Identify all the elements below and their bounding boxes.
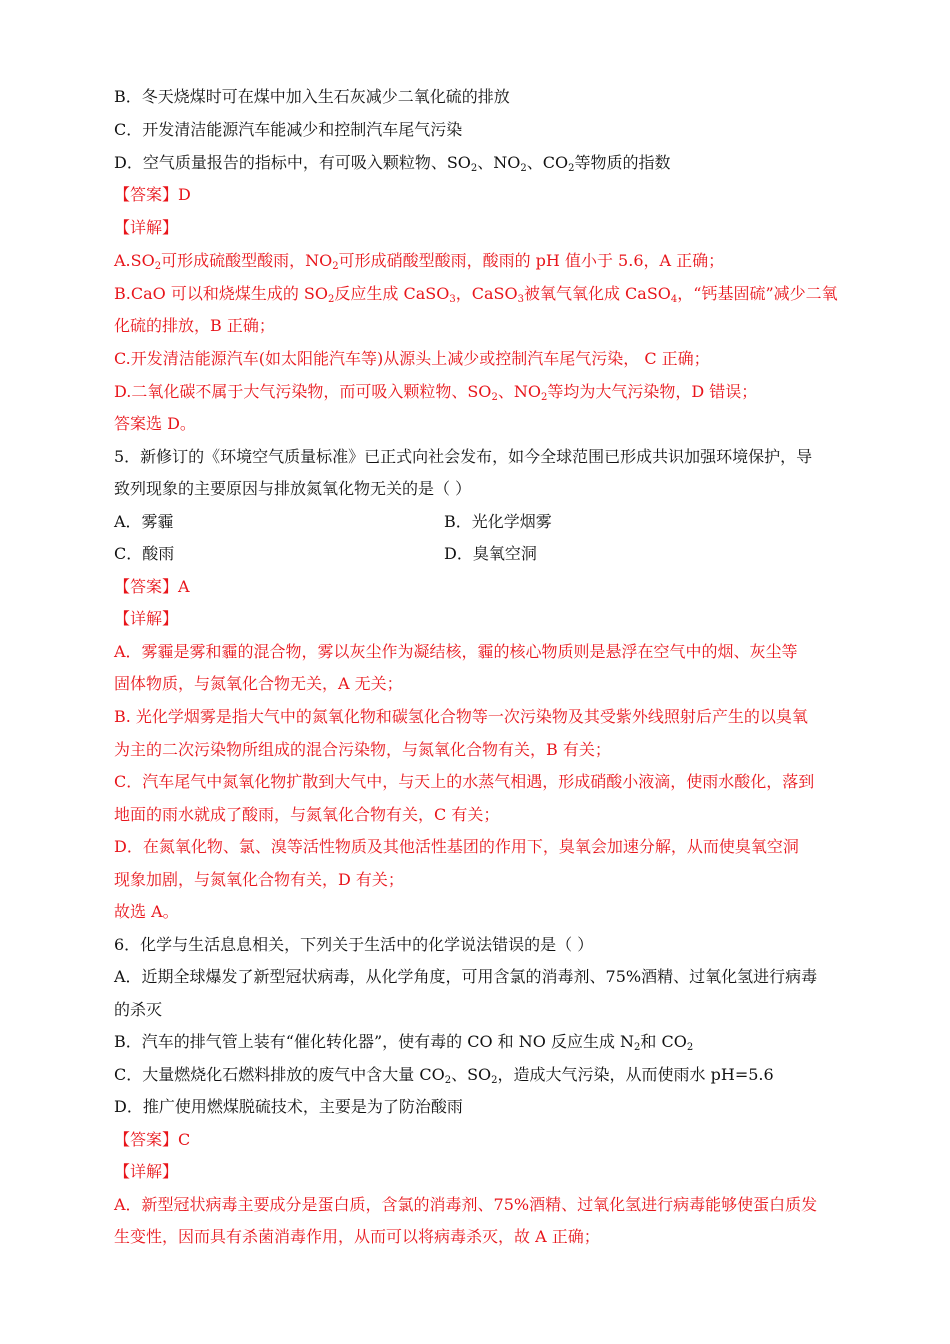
- q6-option-d: D．推广使用燃煤脱硫技术，主要是为了防治酸雨: [114, 1097, 463, 1116]
- q6-stem: 6．化学与生活息息相关，下列关于生活中的化学说法错误的是（ ）: [114, 935, 594, 954]
- q4-option-c: C．开发清洁能源汽车能减少和控制汽车尾气污染: [114, 120, 463, 139]
- q5-explanation-a-cont: 固体物质，与氮氧化合物无关，A 无关；: [114, 674, 403, 693]
- q4-answer: 【答案】D: [114, 185, 191, 204]
- q4-explanation-d: D.二氧化碳不属于大气污染物，而可吸入颗粒物、$SO_2$、$NO_2$等均为大气污染物，D 错误；: [114, 382, 758, 403]
- q4-detail-label: 【详解】: [114, 218, 179, 237]
- q6-option-c: C．大量燃烧化石燃料排放的废气中含大量 $CO_2$、$SO_2$，造成大气污染，从而使雨水 pH=5.6: [114, 1065, 774, 1086]
- q4-explanation-c: C.开发清洁能源汽车(如太阳能汽车等)从源头上减少或控制汽车尾气污染， C 正确；: [114, 349, 710, 368]
- q4-conclusion: 答案选 D。: [114, 414, 196, 433]
- q4-option-d: D．空气质量报告的指标中，有可吸入颗粒物、$SO_2$、$NO_2$、$CO_2$等物质的指数: [114, 153, 671, 174]
- q5-answer: 【答案】A: [114, 577, 190, 596]
- q5-explanation-d: D．在氮氧化物、氯、溴等活性物质及其他活性基团的作用下，臭氧会加速分解，从而使臭氧空洞: [114, 837, 799, 856]
- q5-option-d: D．臭氧空洞: [444, 544, 537, 563]
- q6-detail-label: 【详解】: [114, 1162, 179, 1181]
- q5-explanation-c-cont: 地面的雨水就成了酸雨，与氮氧化合物有关，C 有关；: [114, 805, 500, 824]
- q6-explanation-a-cont: 生变性，因而具有杀菌消毒作用，从而可以将病毒杀灭，故 A 正确；: [114, 1227, 600, 1246]
- q5-stem-cont: 致列现象的主要原因与排放氮氧化物无关的是（ ）: [114, 479, 472, 498]
- q5-detail-label: 【详解】: [114, 609, 179, 628]
- q6-explanation-a: A．新型冠状病毒主要成分是蛋白质，含氯的消毒剂、75%酒精、过氧化氢进行病毒能够使蛋白质发: [114, 1195, 818, 1214]
- q5-explanation-a: A．雾霾是雾和霾的混合物，雾以灰尘作为凝结核，霾的核心物质则是悬浮在空气中的烟、灰尘等: [114, 642, 798, 661]
- q5-stem: 5．新修订的《环境空气质量标准》已正式向社会发布，如今全球范围已形成共识加强环境保护，导: [114, 447, 813, 466]
- q6-option-a: A．近期全球爆发了新型冠状病毒，从化学角度，可用含氯的消毒剂、75%酒精、过氧化氢进行病毒: [114, 967, 818, 986]
- q5-option-c: C．酸雨: [114, 544, 175, 563]
- q5-explanation-b: B. 光化学烟雾是指大气中的氮氧化物和碳氢化合物等一次污染物及其受紫外线照射后产生的以臭氧: [114, 707, 808, 726]
- q6-answer: 【答案】C: [114, 1130, 191, 1149]
- q5-explanation-d-cont: 现象加剧，与氮氧化合物有关，D 有关；: [114, 870, 404, 889]
- q5-option-a: A．雾霾: [114, 512, 174, 531]
- q5-option-b: B．光化学烟雾: [444, 512, 552, 531]
- q5-explanation-b-cont: 为主的二次污染物所组成的混合污染物，与氮氧化合物有关，B 有关；: [114, 740, 611, 759]
- q5-conclusion: 故选 A。: [114, 902, 179, 921]
- q4-option-b: B．冬天烧煤时可在煤中加入生石灰减少二氧化硫的排放: [114, 87, 510, 106]
- q6-option-a-cont: 的杀灭: [114, 1000, 163, 1019]
- q4-explanation-b: B.CaO 可以和烧煤生成的 $SO_2$反应生成 CaSO$_3$，CaSO$_3$被氧气氧化成 CaSO$_4$，“钙基固硫”减少二氧: [114, 284, 838, 305]
- q4-explanation-a: $A.SO_2$可形成硫酸型酸雨，$NO_2$可形成硝酸型酸雨，酸雨的 pH 值小于 5.6，A 正确；: [114, 251, 725, 272]
- q4-explanation-b-cont: 化硫的排放，B 正确；: [114, 316, 275, 335]
- q6-option-b: B．汽车的排气管上装有“催化转化器”，使有毒的 CO 和 NO 反应生成 $N_2$和 $CO_2$: [114, 1032, 694, 1053]
- q5-explanation-c: C．汽车尾气中氮氧化物扩散到大气中，与天上的水蒸气相遇，形成硝酸小液滴，使雨水酸化，落到: [114, 772, 815, 791]
